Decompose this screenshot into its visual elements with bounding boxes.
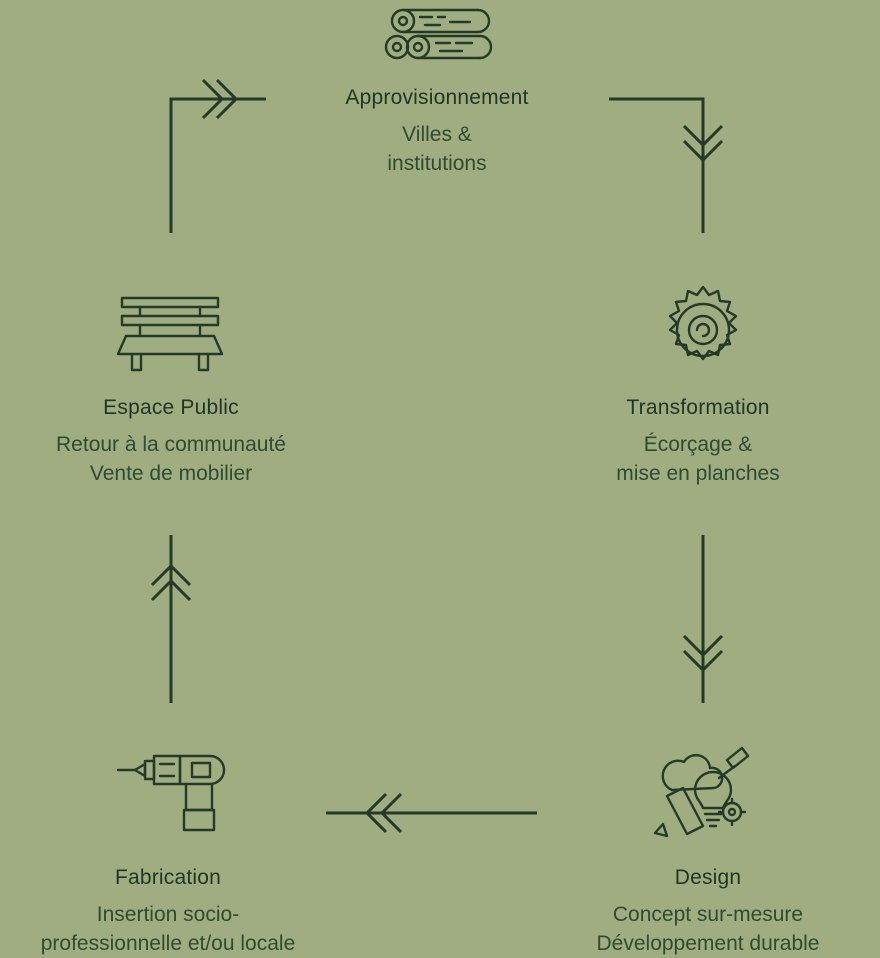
node-description-line: Insertion socio- xyxy=(96,903,240,926)
node-description-line: Vente de mobilier xyxy=(89,462,253,485)
node-fabrication xyxy=(41,866,296,958)
node-description-line: Écorçage & xyxy=(643,433,753,456)
node-description-line: mise en planches xyxy=(616,462,780,485)
node-design xyxy=(597,866,820,958)
node-description xyxy=(597,900,820,958)
node-transformation xyxy=(616,396,779,488)
node-description-line: Villes & xyxy=(402,123,472,146)
node-description-line: Retour à la communauté xyxy=(56,433,286,456)
node-description xyxy=(616,430,779,488)
node-description xyxy=(41,900,296,958)
arrow-fabrication-to-espace xyxy=(152,535,190,703)
arrow-espace-to-approvisionnement xyxy=(171,80,266,233)
node-description xyxy=(56,430,286,488)
node-description-line: institutions xyxy=(387,152,487,175)
node-espace-public xyxy=(56,396,286,488)
arrow-design-to-fabrication xyxy=(326,794,537,832)
node-title: Transformation xyxy=(626,396,770,419)
design-idea-icon xyxy=(655,748,748,836)
node-title: Fabrication xyxy=(114,866,222,889)
arrow-approvisionnement-to-transformation xyxy=(609,99,722,233)
logs-icon xyxy=(386,10,491,58)
node-description-line: Développement durable xyxy=(596,932,820,955)
node-description-line: Concept sur-mesure xyxy=(612,903,804,926)
drill-icon xyxy=(118,756,224,830)
saw-blade-icon xyxy=(670,287,736,359)
arrow-transformation-to-design xyxy=(684,535,722,703)
node-approvisionnement xyxy=(345,86,528,178)
bench-icon xyxy=(118,298,222,370)
node-title: Espace Public xyxy=(103,396,239,419)
node-title: Approvisionnement xyxy=(345,86,529,109)
node-description xyxy=(345,120,528,178)
node-description-line: professionnelle et/ou locale xyxy=(40,932,296,955)
node-title: Design xyxy=(674,866,742,889)
